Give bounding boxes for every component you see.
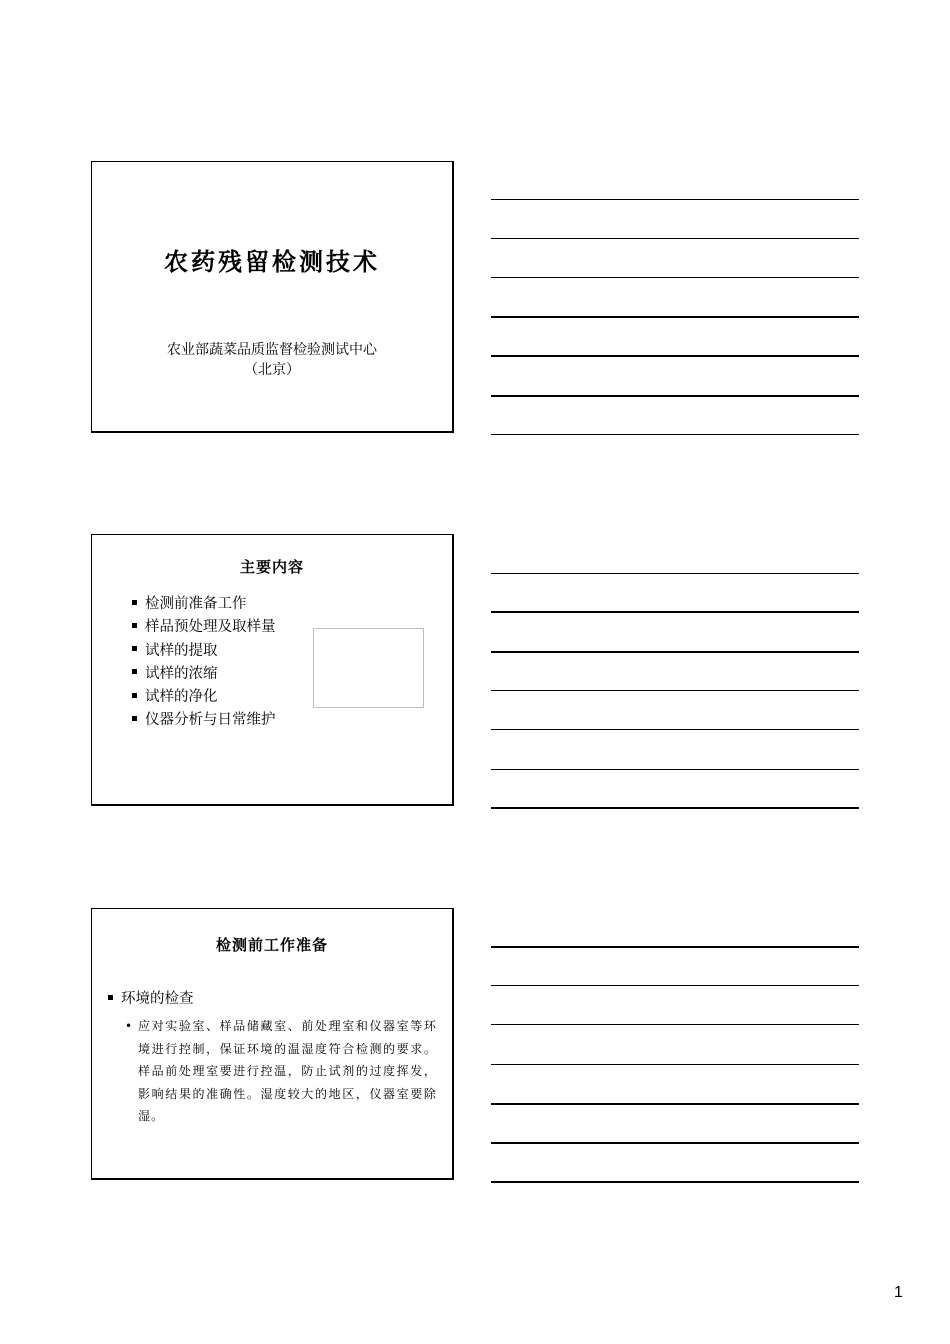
slide-1-heading: 农药残留检测技术 [164,248,380,276]
slide-3-preparation [91,908,454,1180]
contents-list [132,593,276,733]
notes-line [491,316,859,318]
notes-line [491,729,859,730]
notes-line [491,1024,859,1025]
slide-3-heading: 检测前工作准备 [215,936,328,954]
slide-1-subtitle-line2: （北京） [244,362,300,378]
notes-line [491,985,859,986]
list-item: 试样的浓缩 [132,663,276,686]
notes-line [491,1103,859,1105]
slide-1-subtitle-line1: 农业部蔬菜品质监督检验测试中心 [167,342,377,358]
image-placeholder [313,628,424,708]
list-item: 检测前准备工作 [132,593,276,616]
list-item: 试样的提取 [132,640,276,663]
notes-line [491,690,859,691]
slide-2-contents [91,534,454,806]
dot-bullet-icon: • [125,1019,134,1033]
slide-2-heading: 主要内容 [239,558,304,576]
list-item: 试样的净化 [132,686,276,709]
list-item: 样品预处理及取样量 [132,616,276,639]
square-bullet-icon [132,623,137,628]
notes-line [491,1142,859,1144]
notes-line [491,1181,859,1183]
notes-line [491,611,859,613]
slide-1-title [91,161,454,433]
notes-line [491,946,859,948]
environment-description [125,1015,437,1128]
environment-check-bullet: 环境的检查 [108,987,194,1008]
notes-line [491,434,859,435]
square-bullet-icon [132,693,137,698]
square-bullet-icon [108,995,113,1000]
environment-description-text: 应对实验室、样品储藏室、前处理室和仪器室等环境进行控制，保证环境的温湿度符合检测的要求。样品前处理室要进行控温，防止试剂的过度挥发，影响结果的准确性。湿度较大的地区，仪器室要除湿。 [138,1019,437,1123]
notes-line [491,277,859,278]
page-number: 1 [894,1284,903,1301]
notes-line [491,807,859,809]
notes-line [491,238,859,239]
square-bullet-icon [132,600,137,605]
square-bullet-icon [132,716,137,721]
notes-line [491,355,859,357]
notes-line [491,395,859,397]
notes-line [491,573,859,574]
list-item: 仪器分析与日常维护 [132,709,276,732]
square-bullet-icon [132,669,137,674]
notes-line [491,769,859,770]
notes-line [491,199,859,200]
notes-line [491,651,859,653]
notes-line [491,1064,859,1065]
square-bullet-icon [132,646,137,651]
slide-1-subtitle [92,340,452,380]
